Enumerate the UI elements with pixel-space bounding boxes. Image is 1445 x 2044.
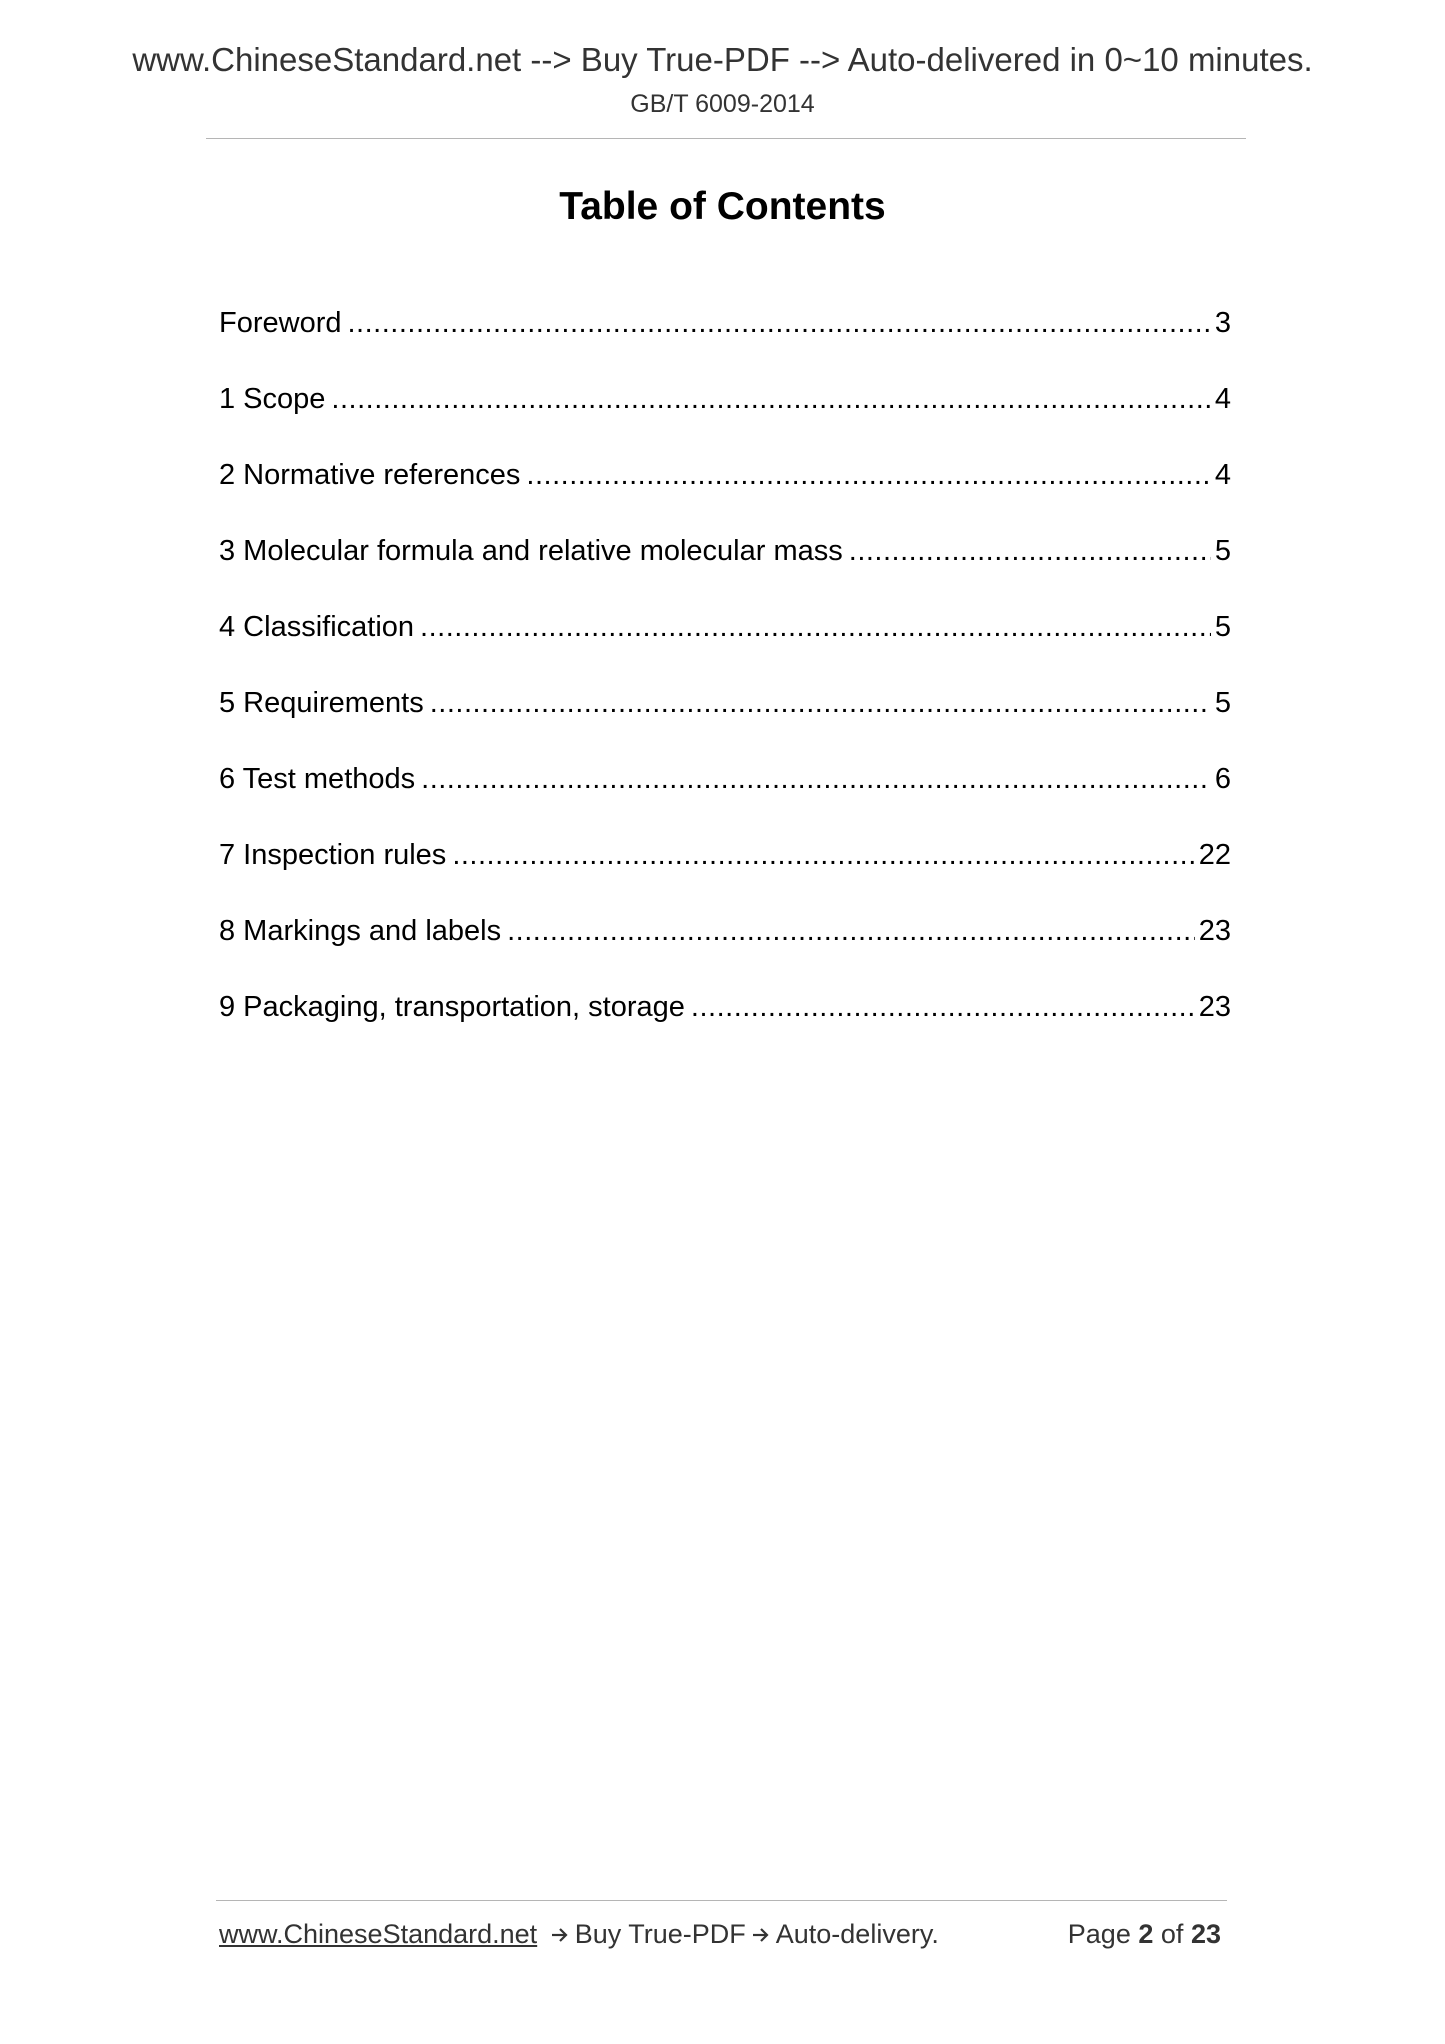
current-page-number: 2 xyxy=(1138,1919,1154,1949)
header-divider xyxy=(206,138,1246,139)
toc-entry-page: 23 xyxy=(1198,915,1231,947)
toc-dot-leader xyxy=(331,379,1210,419)
toc-entry-test-methods[interactable] xyxy=(219,759,1231,835)
footer-buy-text: Buy True-PDF xyxy=(574,1919,746,1949)
top-banner: www.ChineseStandard.net --> Buy True-PDF --> Auto-delivered in 0~10 minutes. xyxy=(132,41,1313,78)
toc-dot-leader xyxy=(691,987,1195,1027)
toc-entry-normative-references[interactable] xyxy=(219,455,1231,531)
toc-entry-label: 9 Packaging, transportation, storage xyxy=(219,991,685,1023)
toc-dot-leader xyxy=(507,911,1195,951)
total-pages-number: 23 xyxy=(1190,1919,1221,1949)
toc-entry-page: 22 xyxy=(1198,839,1231,871)
toc-entry-label: 8 Markings and labels xyxy=(219,915,502,947)
footer-site-link[interactable]: www.ChineseStandard.net xyxy=(219,1919,538,1949)
toc-entry-page: 3 xyxy=(1214,307,1231,339)
toc-dot-leader xyxy=(849,531,1211,571)
footer-divider xyxy=(216,1900,1227,1901)
toc-entry-page: 5 xyxy=(1214,687,1231,719)
page-word: Page xyxy=(1067,1919,1131,1949)
toc-list xyxy=(219,303,1231,1063)
toc-dot-leader xyxy=(430,683,1211,723)
toc-entry-page: 5 xyxy=(1214,611,1231,643)
toc-entry-label: Foreword xyxy=(219,307,342,339)
arrow-right-icon xyxy=(752,1916,770,1952)
of-word: of xyxy=(1160,1919,1184,1949)
toc-entry-molecular-formula[interactable] xyxy=(219,531,1231,607)
toc-entry-page: 5 xyxy=(1214,535,1231,567)
toc-entry-label: 7 Inspection rules xyxy=(219,839,447,871)
toc-dot-leader xyxy=(420,607,1211,647)
toc-entry-label: 4 Classification xyxy=(219,611,415,643)
toc-entry-classification[interactable] xyxy=(219,607,1231,683)
toc-dot-leader xyxy=(421,759,1211,799)
toc-entry-markings-and-labels[interactable] xyxy=(219,911,1231,987)
toc-entry-packaging[interactable] xyxy=(219,987,1231,1063)
toc-dot-leader xyxy=(452,835,1194,875)
toc-entry-page: 4 xyxy=(1214,459,1231,491)
page-indicator xyxy=(1068,1916,1221,1952)
toc-entry-page: 23 xyxy=(1198,991,1231,1023)
toc-dot-leader xyxy=(526,455,1210,495)
toc-entry-scope[interactable] xyxy=(219,379,1231,455)
toc-entry-label: 3 Molecular formula and relative molecular mass xyxy=(219,535,843,567)
toc-entry-label: 2 Normative references xyxy=(219,459,521,491)
toc-entry-inspection-rules[interactable] xyxy=(219,835,1231,911)
toc-dot-leader xyxy=(348,303,1211,343)
toc-entry-requirements[interactable] xyxy=(219,683,1231,759)
toc-entry-label: 1 Scope xyxy=(219,383,326,415)
toc-entry-page: 6 xyxy=(1214,763,1231,795)
toc-entry-label: 5 Requirements xyxy=(219,687,424,719)
document-code: GB/T 6009-2014 xyxy=(630,90,815,118)
toc-entry-page: 4 xyxy=(1214,383,1231,415)
toc-title: Table of Contents xyxy=(559,185,886,228)
footer-delivery-text: Auto-delivery. xyxy=(775,1919,939,1949)
toc-entry-foreword[interactable] xyxy=(219,303,1231,379)
toc-entry-label: 6 Test methods xyxy=(219,763,416,795)
arrow-right-icon xyxy=(551,1916,569,1952)
footer-promo xyxy=(219,1916,939,1952)
